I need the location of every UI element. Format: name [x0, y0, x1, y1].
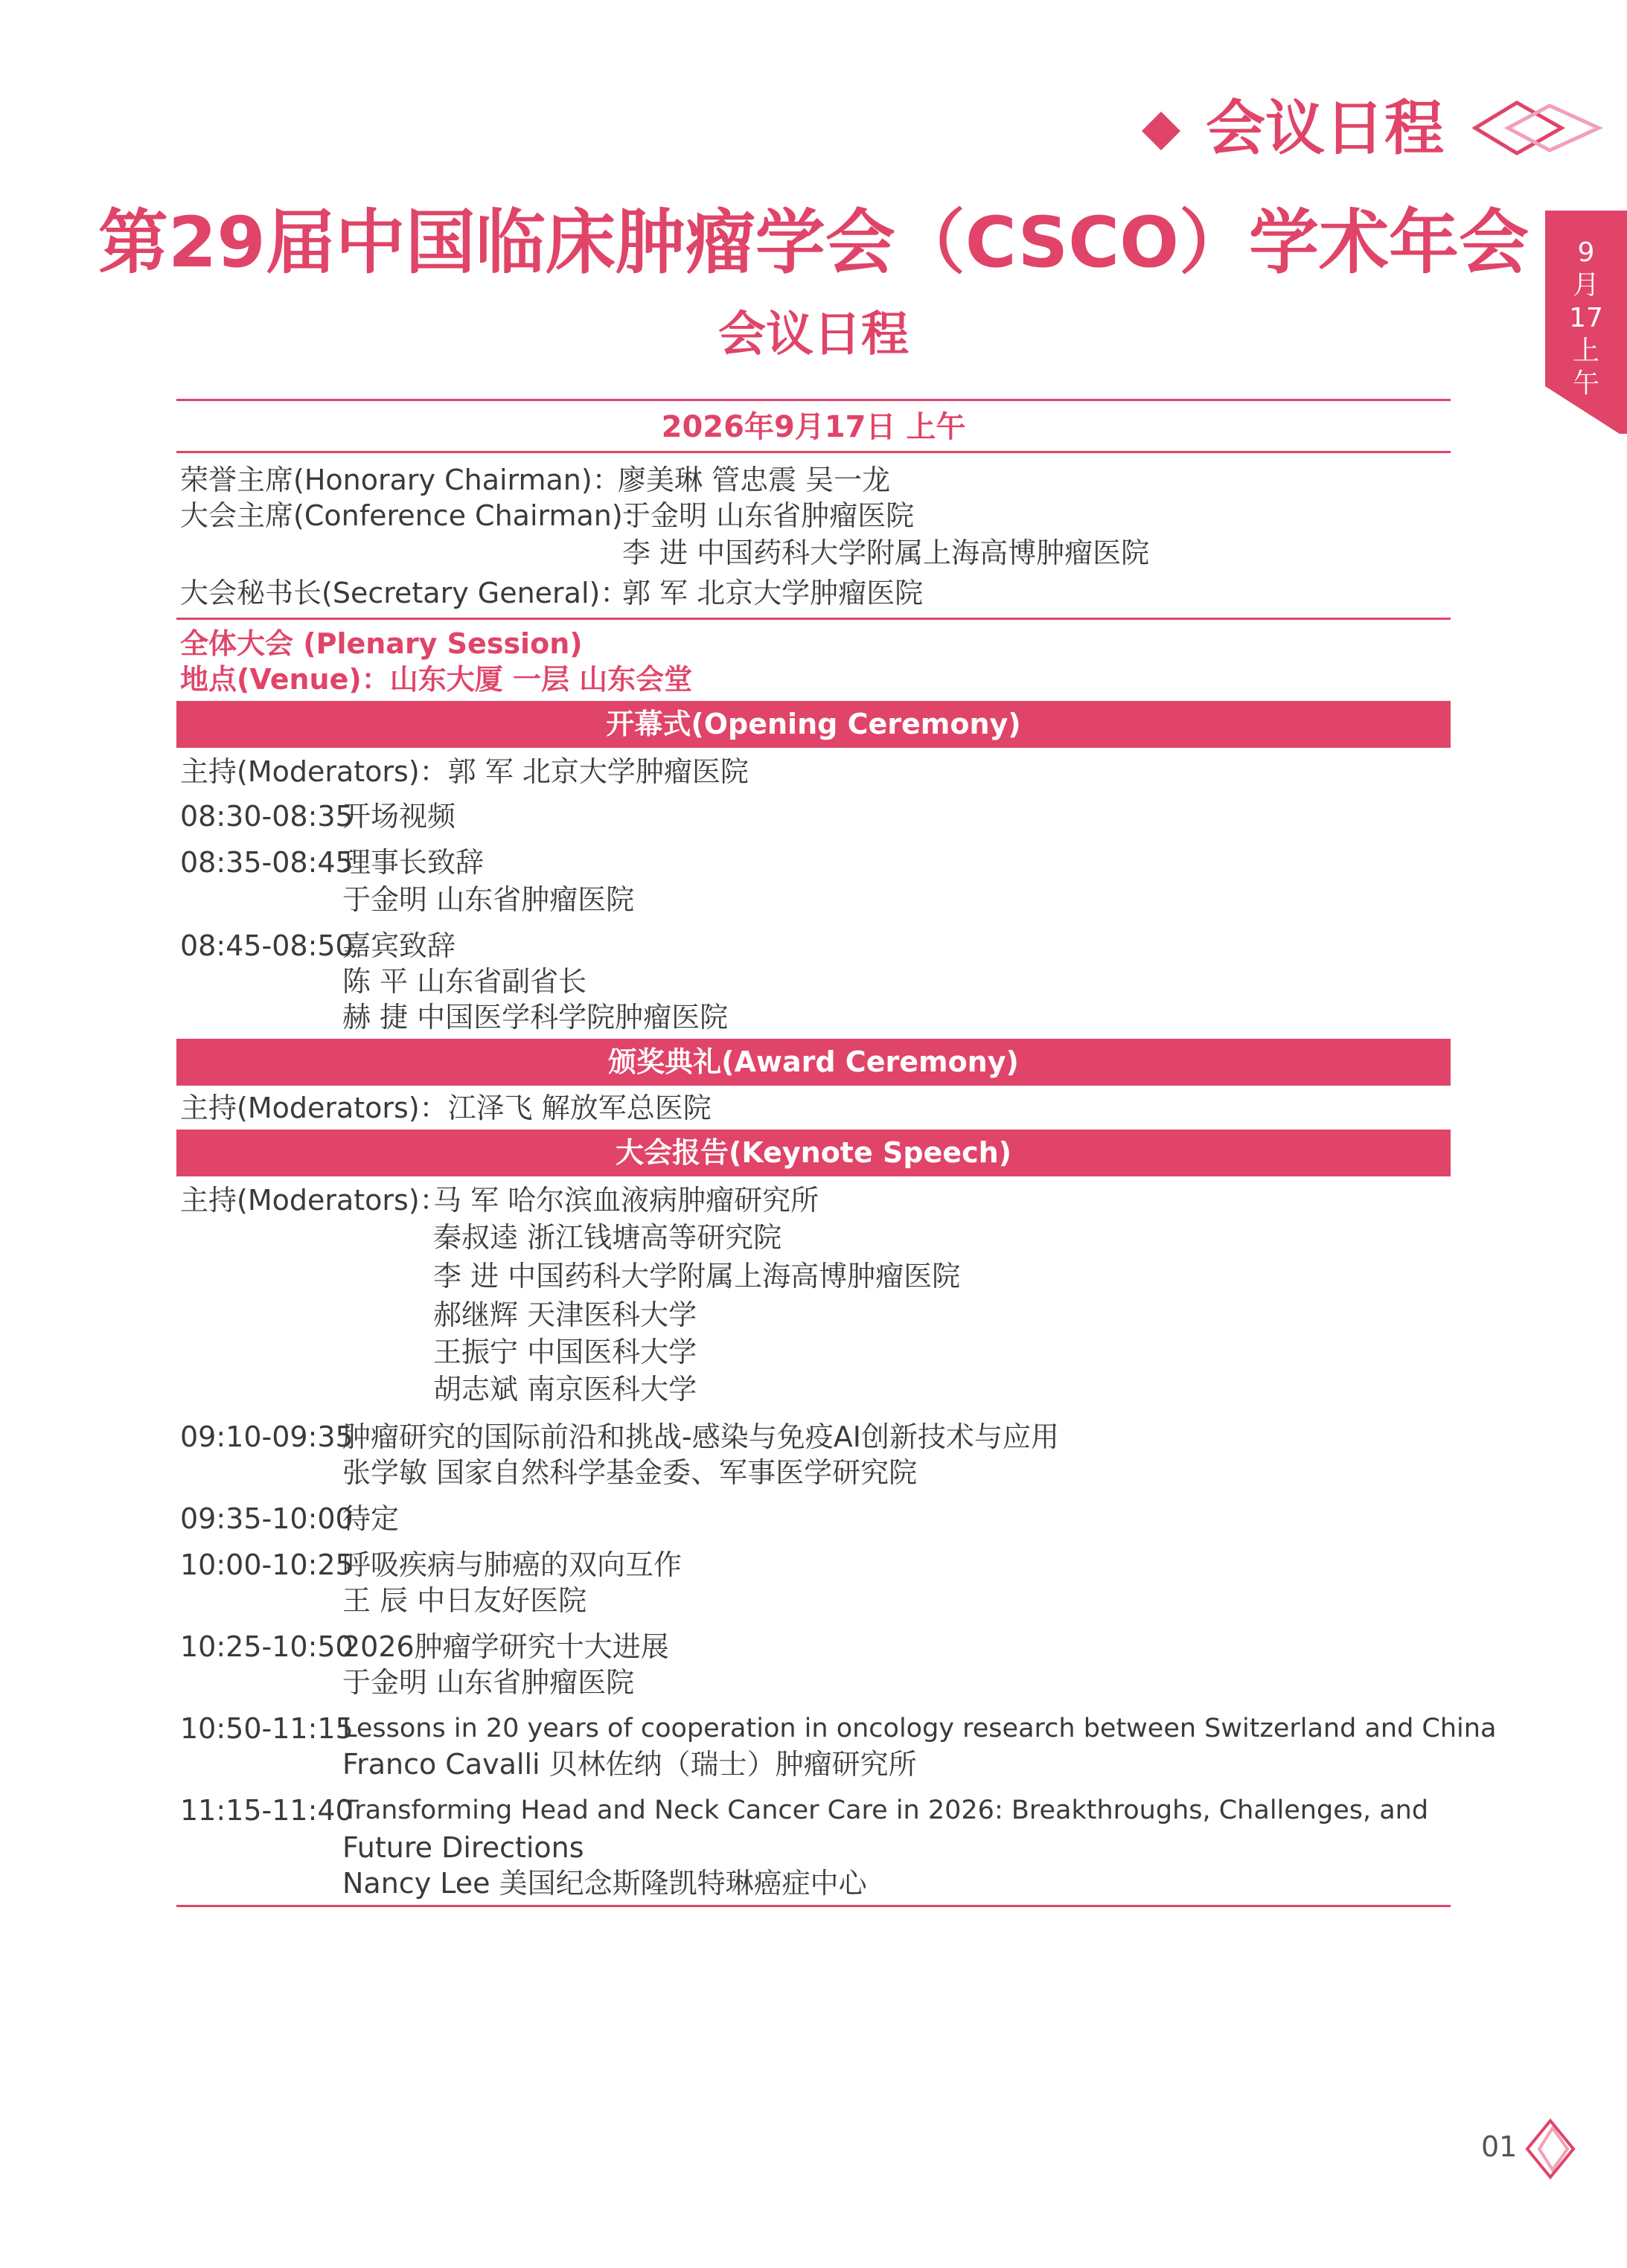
- agenda-time: 09:10-09:35: [180, 1420, 354, 1453]
- agenda-title: 理事长致辞: [342, 846, 485, 879]
- award-ceremony-band: 颁奖典礼(Award Ceremony): [176, 1039, 1451, 1086]
- keynote-moderator: 郝继辉 天津医科大学: [433, 1298, 697, 1331]
- agenda-speaker: 张学敏 国家自然科学基金委、军事医学研究院: [342, 1456, 918, 1489]
- agenda-speaker: 于金明 山东省肿瘤医院: [342, 883, 635, 916]
- agenda-time: 08:35-08:45: [180, 846, 354, 879]
- conference-chairman-1: 于金明 山东省肿瘤医院: [622, 499, 915, 532]
- divider: [176, 1905, 1451, 1907]
- agenda-time: 10:25-10:50: [180, 1630, 354, 1663]
- award-moderators: 主持(Moderators)：江泽飞 解放军总医院: [180, 1092, 712, 1124]
- honorary-chairman-names: 廖美琳 管忠震 吴一龙: [618, 464, 891, 496]
- agenda-title: 2026肿瘤学研究十大进展: [342, 1630, 669, 1663]
- agenda-time: 10:50-11:15: [180, 1712, 354, 1745]
- agenda-speaker: 于金明 山东省肿瘤医院: [342, 1666, 635, 1699]
- agenda-title-continued: Future Directions: [342, 1831, 584, 1864]
- agenda-title: 肿瘤研究的国际前沿和挑战-感染与免疫AI创新技术与应用: [342, 1420, 1059, 1453]
- plenary-session-title: 全体大会 (Plenary Session): [180, 627, 583, 660]
- agenda-time: 08:30-08:35: [180, 800, 354, 833]
- keynote-moderator: 秦叔逵 浙江钱塘高等研究院: [433, 1221, 782, 1254]
- keynote-moderator-label: 主持(Moderators)：: [180, 1184, 448, 1217]
- agenda-speaker: Nancy Lee 美国纪念斯隆凯特琳癌症中心: [342, 1867, 867, 1900]
- agenda-time: 10:00-10:25: [180, 1548, 354, 1581]
- page-number: 01: [1481, 2130, 1518, 2163]
- page-title: 第29届中国临床肿瘤学会（CSCO）学术年会: [98, 202, 1529, 284]
- divider: [176, 399, 1451, 401]
- agenda-speaker: 陈 平 山东省副省长: [342, 965, 587, 998]
- agenda-title: 嘉宾致辞: [342, 929, 456, 962]
- secretary-general-label: 大会秘书长(Secretary General)：: [180, 577, 629, 609]
- agenda-title: Lessons in 20 years of cooperation in oncology research between Switzerland and China: [342, 1714, 1497, 1743]
- agenda-title: 待定: [342, 1502, 400, 1535]
- diamond-logo-icon: [1524, 2118, 1576, 2180]
- page-subtitle: 会议日程: [718, 307, 909, 362]
- diamond-bullet-icon: [1140, 110, 1182, 152]
- agenda-time: 08:45-08:50: [180, 929, 354, 962]
- keynote-moderator: 李 进 中国药科大学附属上海高博肿瘤医院: [433, 1260, 961, 1292]
- conference-chairman-2: 李 进 中国药科大学附属上海高博肿瘤医院: [622, 536, 1150, 569]
- keynote-moderator: 王振宁 中国医科大学: [433, 1336, 697, 1368]
- opening-ceremony-band: 开幕式(Opening Ceremony): [176, 701, 1451, 748]
- keynote-moderator: 胡志斌 南京医科大学: [433, 1373, 697, 1406]
- agenda-time: 09:35-10:00: [180, 1502, 354, 1535]
- honorary-chairman-label: 荣誉主席(Honorary Chairman)：: [180, 464, 621, 496]
- section-label: 会议日程: [1206, 94, 1444, 163]
- agenda-speaker: 王 辰 中日友好医院: [342, 1584, 587, 1617]
- agenda-title: Transforming Head and Neck Cancer Care in 2026: Breakthroughs, Challenges, and: [342, 1796, 1429, 1825]
- agenda-speaker: Franco Cavalli 贝林佐纳（瑞士）肿瘤研究所: [342, 1748, 917, 1781]
- agenda-title: 开场视频: [342, 800, 456, 833]
- opening-moderators: 主持(Moderators)：郭 军 北京大学肿瘤医院: [180, 755, 749, 788]
- agenda-time: 11:15-11:40: [180, 1794, 354, 1827]
- double-diamond-icon: [1472, 98, 1606, 158]
- agenda-title: 呼吸疾病与肺癌的双向互作: [342, 1548, 683, 1581]
- plenary-venue: 地点(Venue)：山东大厦 一层 山东会堂: [180, 663, 693, 696]
- side-tab-text: 9 月 17 上 午: [1569, 237, 1603, 399]
- agenda-speaker: 赫 捷 中国医学科学院肿瘤医院: [342, 1001, 729, 1034]
- conference-chairman-label: 大会主席(Conference Chairman)：: [180, 499, 651, 532]
- divider: [176, 451, 1451, 453]
- keynote-moderator: 马 军 哈尔滨血液病肿瘤研究所: [433, 1184, 819, 1217]
- keynote-speech-band: 大会报告(Keynote Speech): [176, 1130, 1451, 1176]
- session-date: 2026年9月17日 上午: [661, 410, 966, 444]
- secretary-general-name: 郭 军 北京大学肿瘤医院: [622, 577, 924, 609]
- divider: [176, 618, 1451, 620]
